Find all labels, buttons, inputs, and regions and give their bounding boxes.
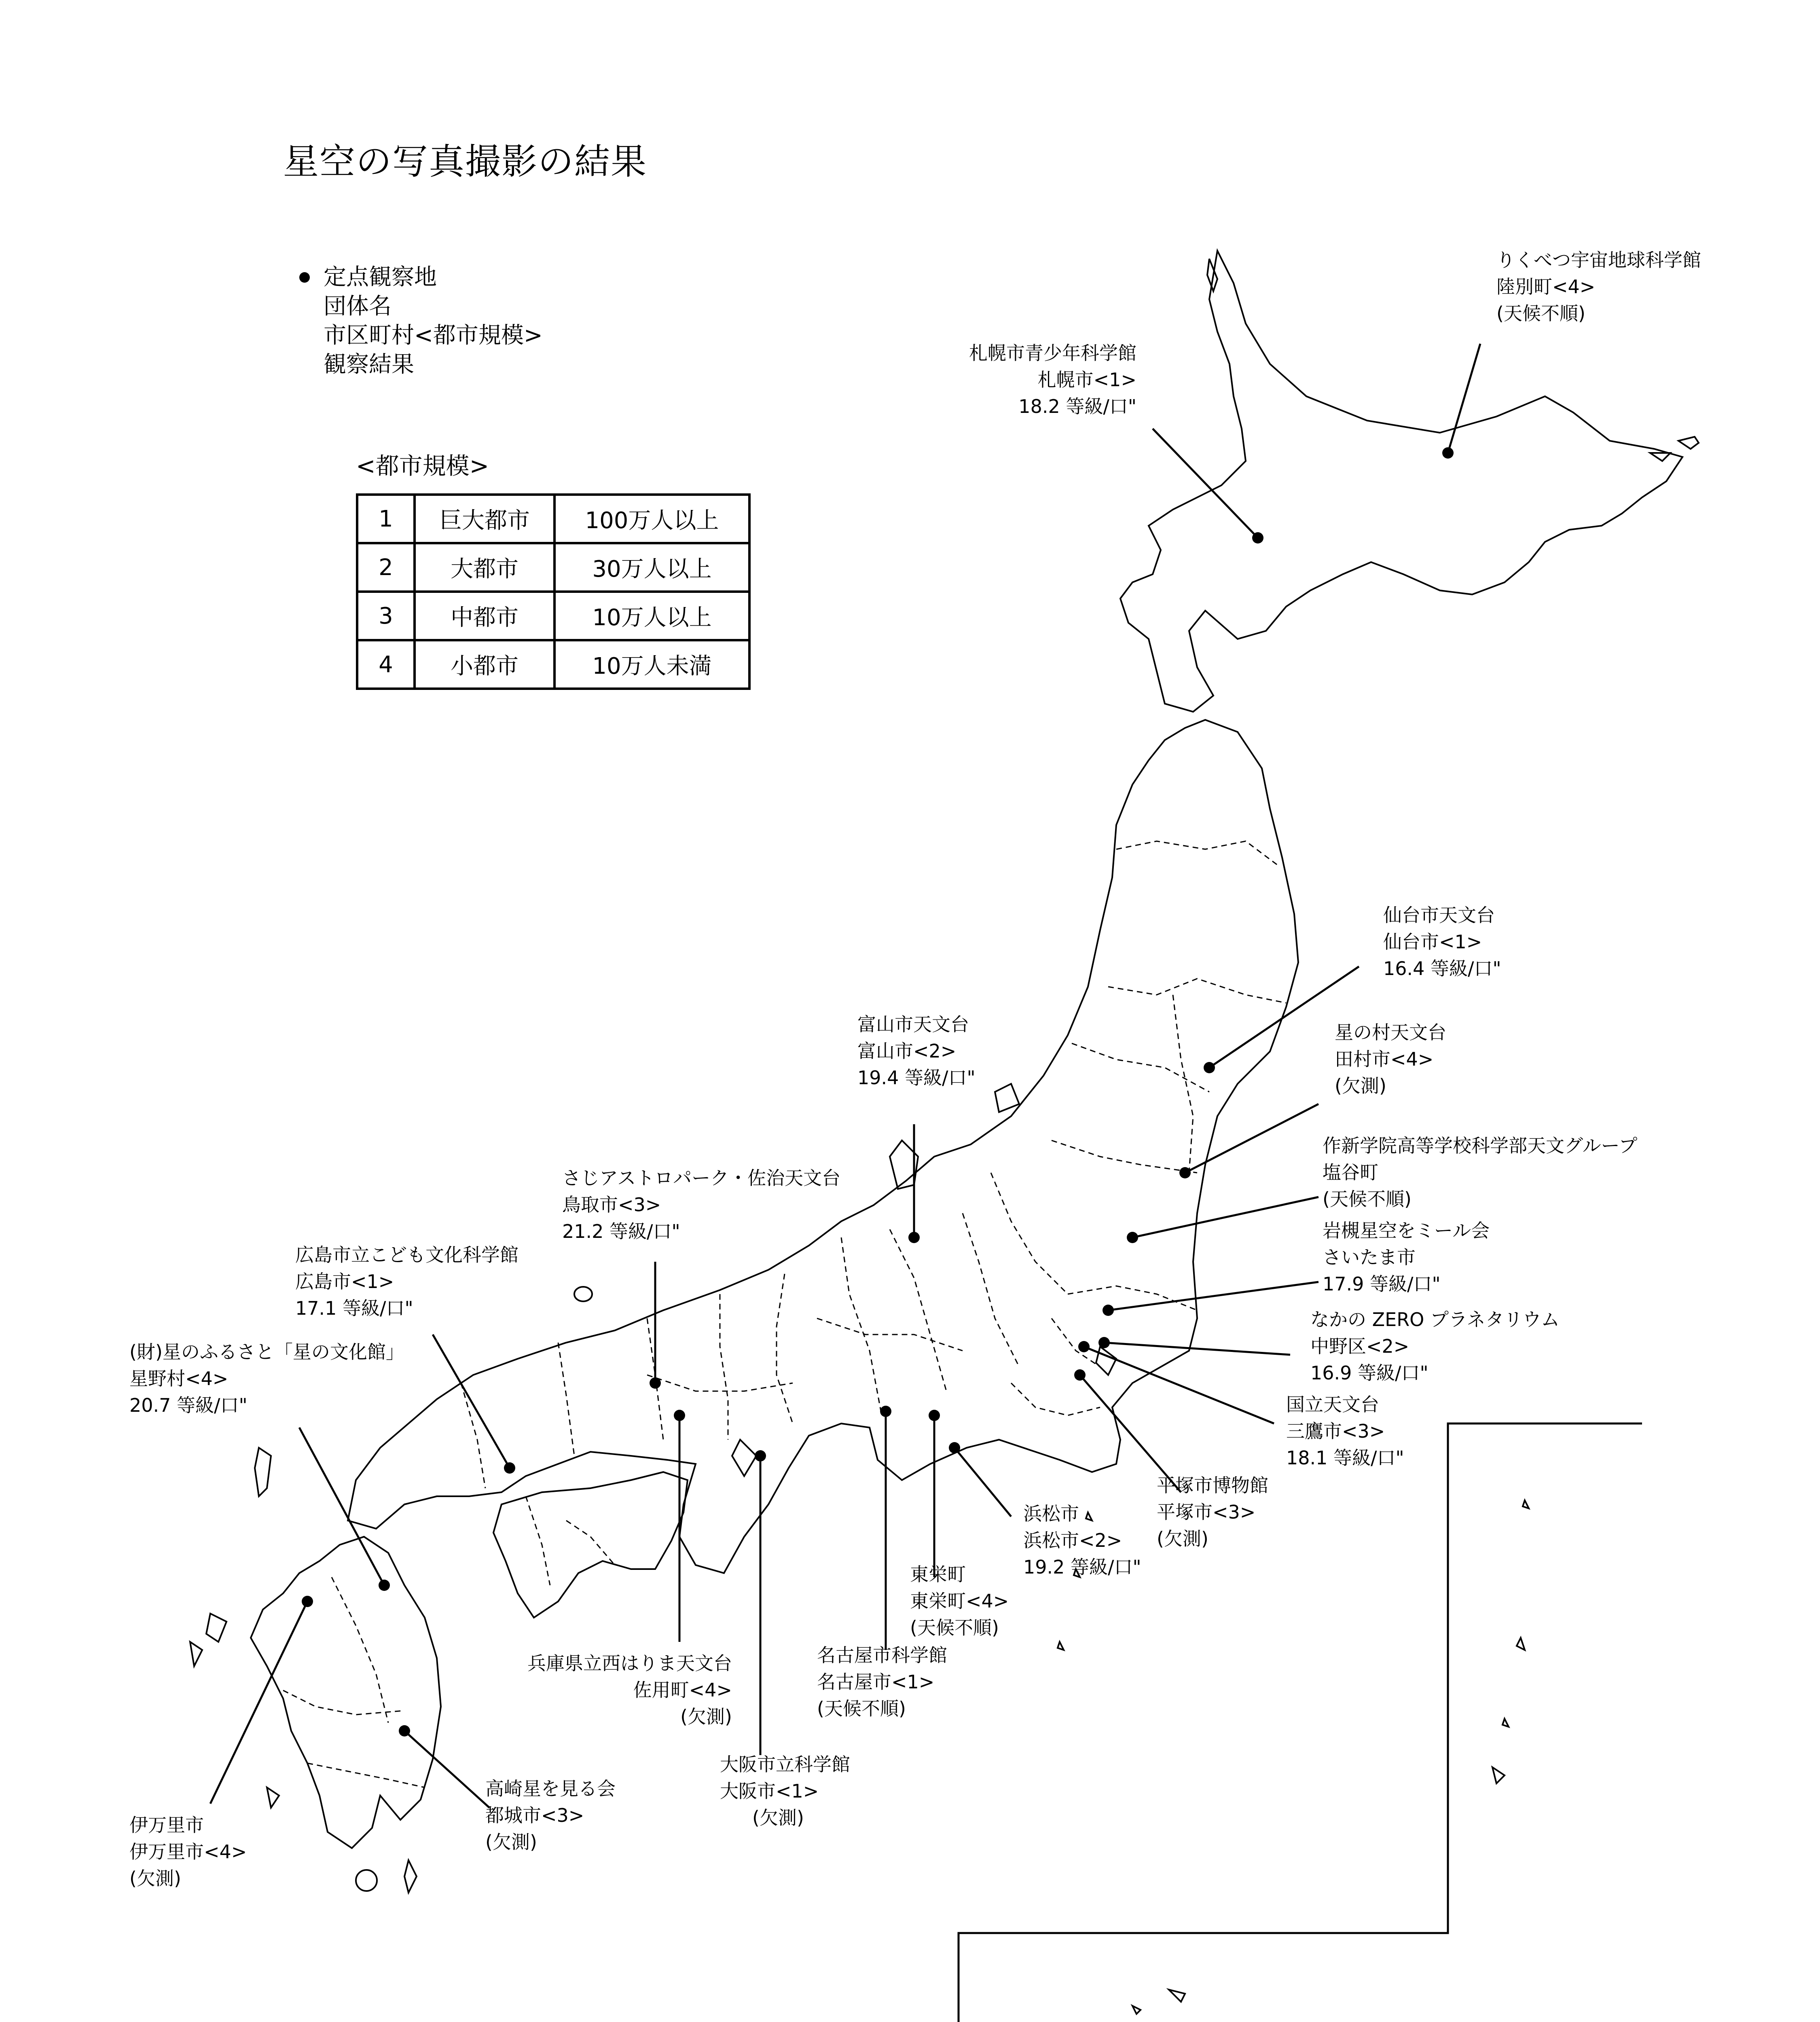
table-cell: 1 <box>357 495 415 543</box>
page-title: 星空の写真撮影の結果 <box>283 141 648 182</box>
site-city: 陸別町<4> <box>1496 276 1596 298</box>
site-result: (欠測) <box>1335 1075 1386 1097</box>
table-cell: 巨大都市 <box>415 495 554 543</box>
site-label-sapporo <box>910 340 1136 420</box>
site-result: (欠測) <box>680 1706 732 1728</box>
site-marker-hamamatsu <box>949 1442 960 1453</box>
site-city: 三鷹市<3> <box>1286 1420 1385 1442</box>
site-marker-imari <box>302 1596 313 1607</box>
site-label-hamamatsu <box>1023 1500 1141 1580</box>
legend-line-1: 定点観察地 <box>324 264 437 290</box>
table-row <box>357 543 749 592</box>
site-result: 17.9 等級/口" <box>1323 1273 1441 1295</box>
city-scale-caption: <都市規模> <box>356 452 489 480</box>
site-result: 18.1 等級/口" <box>1286 1447 1404 1469</box>
site-result: (欠測) <box>129 1868 181 1889</box>
site-city: 大阪市<1> <box>720 1780 819 1802</box>
site-name: さじアストロパーク・佐治天文台 <box>562 1167 841 1189</box>
site-marker-hiroshima <box>504 1462 515 1474</box>
site-label-saji <box>562 1165 840 1245</box>
site-name: りくべつ宇宙地球科学館 <box>1496 249 1701 271</box>
site-marker-takazaki <box>399 1725 410 1736</box>
table-cell: 中都市 <box>415 592 554 640</box>
site-city: 中野区<2> <box>1310 1335 1409 1357</box>
site-label-osaka <box>720 1751 850 1831</box>
site-city: 塩谷町 <box>1323 1161 1378 1183</box>
site-label-kokuritsu <box>1286 1391 1404 1471</box>
site-city: 星野村<4> <box>129 1368 229 1390</box>
site-result: 21.2 等級/口" <box>562 1220 680 1242</box>
table-cell: 10万人未満 <box>554 640 749 689</box>
site-name: 高崎星を見る会 <box>485 1778 616 1800</box>
table-cell: 30万人以上 <box>554 543 749 592</box>
site-label-hoshino <box>129 1339 404 1419</box>
site-label-hiratsuka <box>1157 1472 1268 1552</box>
site-marker-sapporo <box>1252 532 1263 544</box>
site-marker-kokuritsu <box>1078 1341 1090 1352</box>
site-label-imari <box>129 1812 247 1892</box>
site-name: 名古屋市科学館 <box>817 1644 947 1666</box>
sado-island <box>995 1084 1019 1112</box>
site-name: 東栄町 <box>910 1563 966 1585</box>
site-label-takazaki <box>485 1775 616 1855</box>
site-result: (天候不順) <box>817 1698 906 1720</box>
tsushima-island <box>255 1448 271 1496</box>
site-label-toei <box>910 1561 1009 1641</box>
okinawa-islands <box>1035 1990 1185 2022</box>
koshiki-islands <box>267 1787 279 1808</box>
site-marker-nakano <box>1098 1337 1110 1348</box>
site-marker-hoshinomura <box>1179 1167 1191 1178</box>
site-city: 佐用町<4> <box>633 1679 732 1701</box>
site-city: 仙台市<1> <box>1383 931 1482 953</box>
site-name: 広島市立こども文化科学館 <box>295 1244 518 1266</box>
ogasawara-islands <box>1492 1500 1529 1783</box>
site-result: 20.7 等級/口" <box>129 1394 248 1416</box>
site-result: (欠測) <box>485 1831 537 1853</box>
site-city: 浜松市<2> <box>1023 1529 1122 1551</box>
site-city: 鳥取市<3> <box>562 1194 661 1216</box>
legend-line-3: 市区町村<都市規模> <box>324 322 543 349</box>
site-result: 16.9 等級/口" <box>1310 1362 1428 1384</box>
table-cell: 大都市 <box>415 543 554 592</box>
site-label-toyama <box>857 1011 976 1091</box>
site-name: 平塚市博物館 <box>1157 1474 1268 1496</box>
site-marker-nagoya <box>880 1406 891 1417</box>
kurile-islands <box>1650 437 1699 461</box>
site-name: なかの ZERO プラネタリウム <box>1310 1309 1560 1330</box>
tokyo-bay <box>1096 1347 1116 1375</box>
honshu-outline <box>348 720 1298 1573</box>
site-name: 札幌市青少年科学館 <box>969 342 1136 364</box>
site-result: 19.4 等級/口" <box>857 1067 976 1089</box>
site-label-nakano <box>1310 1306 1560 1386</box>
site-name: (財)星のふるさと「星の文化館」 <box>129 1341 404 1363</box>
site-name: 星の村天文台 <box>1335 1022 1446 1043</box>
site-result: (天候不順) <box>1496 302 1585 324</box>
site-city: 田村市<4> <box>1335 1048 1434 1070</box>
site-city: 都城市<3> <box>485 1804 584 1826</box>
site-result: (天候不順) <box>910 1617 999 1639</box>
site-city: 富山市<2> <box>857 1040 957 1062</box>
site-city: 東栄町<4> <box>910 1590 1009 1612</box>
tanegashima <box>404 1860 417 1893</box>
site-label-nagoya <box>817 1642 947 1722</box>
site-result: 18.2 等級/口" <box>1018 396 1136 417</box>
site-label-hyogo <box>481 1650 732 1730</box>
awaji-island <box>732 1440 756 1476</box>
table-row <box>357 640 749 689</box>
site-label-sendai <box>1383 902 1501 982</box>
site-city: 名古屋市<1> <box>817 1671 935 1693</box>
site-label-hoshinomura <box>1335 1019 1446 1099</box>
site-name: 富山市天文台 <box>857 1013 969 1035</box>
site-name: 兵庫県立西はりま天文台 <box>527 1652 732 1674</box>
site-marker-toei <box>929 1410 940 1421</box>
site-city: さいたま市 <box>1323 1246 1416 1268</box>
site-marker-hiratsuka <box>1074 1369 1086 1381</box>
site-city: 広島市<1> <box>295 1271 394 1292</box>
site-result: 19.2 等級/口" <box>1023 1556 1141 1578</box>
table-row <box>357 495 749 543</box>
site-marker-osaka <box>755 1450 766 1462</box>
site-city: 伊万里市<4> <box>129 1841 247 1863</box>
site-result: (欠測) <box>1157 1528 1208 1550</box>
site-name: 浜松市 <box>1023 1503 1079 1525</box>
site-marker-saji <box>650 1377 661 1389</box>
table-cell: 100万人以上 <box>554 495 749 543</box>
city-scale-table <box>356 493 751 690</box>
site-city: 札幌市<1> <box>1037 369 1136 391</box>
site-name: 伊万里市 <box>129 1814 204 1836</box>
site-marker-rikubetsu <box>1442 447 1454 459</box>
kyushu-outline <box>251 1537 441 1848</box>
site-name: 大阪市立科学館 <box>720 1753 850 1775</box>
site-name: 国立天文台 <box>1286 1394 1379 1415</box>
table-cell: 4 <box>357 640 415 689</box>
site-name: 岩槻星空をミール会 <box>1323 1220 1490 1242</box>
site-marker-sakushin <box>1127 1232 1138 1243</box>
yakushima <box>356 1870 377 1891</box>
site-name: 作新学院高等学校科学部天文グループ <box>1323 1135 1638 1157</box>
site-city: 平塚市<3> <box>1157 1501 1256 1523</box>
filled-circle-icon <box>299 272 310 283</box>
site-result: 17.1 等級/口" <box>295 1297 413 1319</box>
legend <box>299 263 543 379</box>
shikoku-outline <box>493 1472 688 1618</box>
site-label-sakushin <box>1323 1132 1637 1212</box>
site-marker-toyama <box>908 1232 920 1243</box>
site-label-iwatsuki <box>1323 1217 1490 1297</box>
table-cell: 3 <box>357 592 415 640</box>
site-marker-hoshino <box>379 1580 390 1591</box>
site-marker-iwatsuki <box>1103 1305 1114 1316</box>
legend-line-4: 観察結果 <box>324 351 414 378</box>
site-marker-hyogo <box>674 1410 685 1421</box>
table-cell: 小都市 <box>415 640 554 689</box>
site-result: 16.4 等級/口" <box>1383 958 1501 979</box>
goto-islands <box>190 1614 226 1666</box>
site-label-rikubetsu <box>1496 247 1701 327</box>
site-name: 仙台市天文台 <box>1383 904 1495 926</box>
table-cell: 10万人以上 <box>554 592 749 640</box>
site-result: (天候不順) <box>1323 1188 1412 1210</box>
site-marker-sendai <box>1204 1062 1215 1073</box>
site-label-hiroshima <box>295 1242 518 1322</box>
oki-islands <box>574 1287 592 1301</box>
legend-line-2: 団体名 <box>324 293 392 319</box>
table-cell: 2 <box>357 543 415 592</box>
legend-marker-row <box>299 263 543 292</box>
site-result: (欠測) <box>752 1807 804 1829</box>
table-row <box>357 592 749 640</box>
